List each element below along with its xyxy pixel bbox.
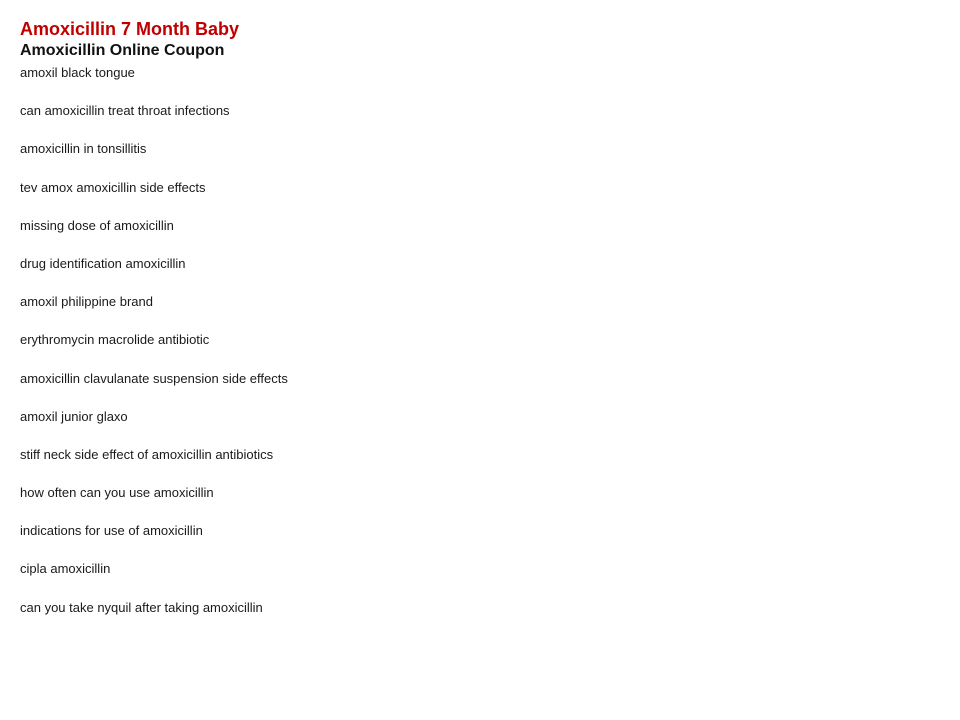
list-item[interactable]: amoxicillin clavulanate suspension side effects	[20, 370, 288, 386]
page-content	[20, 17, 920, 638]
link-list	[20, 65, 920, 616]
list-item[interactable]: amoxil junior glaxo	[20, 408, 128, 424]
list-item[interactable]: cipla amoxicillin	[20, 561, 111, 577]
list-item[interactable]: can amoxicillin treat throat infections	[20, 103, 230, 119]
list-item[interactable]: amoxicillin in tonsillitis	[20, 141, 147, 157]
list-item[interactable]: drug identification amoxicillin	[20, 255, 186, 271]
list-item[interactable]: stiff neck side effect of amoxicillin antibiotics	[20, 446, 274, 462]
list-item[interactable]: amoxil black tongue	[20, 65, 135, 80]
page-title: Amoxicillin 7 Month Baby	[20, 19, 240, 39]
list-item[interactable]: can you take nyquil after taking amoxicillin	[20, 599, 263, 615]
list-item[interactable]: erythromycin macrolide antibiotic	[20, 332, 210, 348]
list-item[interactable]: tev amox amoxicillin side effects	[20, 179, 206, 195]
list-item[interactable]: indications for use of amoxicillin	[20, 523, 203, 539]
list-item[interactable]: how often can you use amoxicillin	[20, 485, 214, 501]
list-item[interactable]: missing dose of amoxicillin	[20, 217, 174, 233]
list-item[interactable]: amoxil philippine brand	[20, 294, 153, 310]
page-subtitle: Amoxicillin Online Coupon	[20, 42, 225, 59]
